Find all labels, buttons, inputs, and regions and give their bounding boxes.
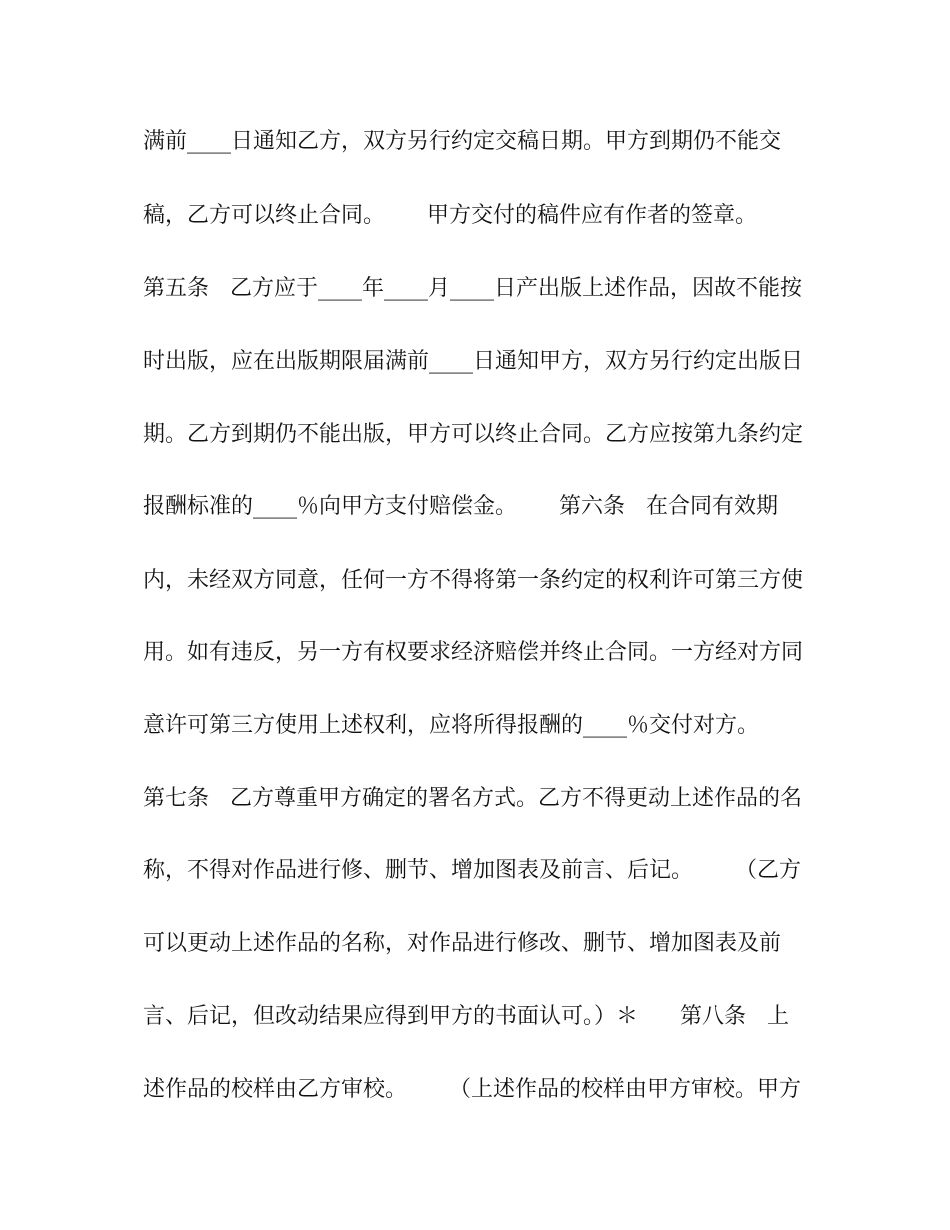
text-line: 内，未经双方同意，任何一方不得将第一条约定的权利许可第三方使 <box>143 568 804 593</box>
text-line: 称，不得对作品进行修、删节、增加图表及前言、后记。 （乙方 <box>143 858 801 883</box>
text-line: 述作品的校样由乙方审校。 （上述作品的校样由甲方审校。甲方 <box>143 1077 801 1102</box>
text-line: 意许可第三方使用上述权利，应将所得报酬的____％交付对方。 <box>143 713 760 738</box>
text-line: 报酬标准的____％向甲方支付赔偿金。 第六条 在合同有效期 <box>143 494 778 519</box>
text-line: 第七条 乙方尊重甲方确定的署名方式。乙方不得更动上述作品的名 <box>143 786 802 811</box>
text-line: 可以更动上述作品的名称，对作品进行修改、删节、增加图表及前 <box>143 931 782 956</box>
text-line: 期。乙方到期仍不能出版，甲方可以终止合同。乙方应按第九条约定 <box>143 422 804 447</box>
text-line: 第五条 乙方应于____年____月____日产出版上述作品，因故不能按 <box>143 276 802 301</box>
text-line: 用。如有违反，另一方有权要求经济赔偿并终止合同。一方经对方同 <box>143 640 804 665</box>
text-line: 言、后记，但改动结果应得到甲方的书面认可。）＊ 第八条 上 <box>143 1004 789 1029</box>
text-line: 满前____日通知乙方，双方另行约定交稿日期。甲方到期仍不能交 <box>143 129 782 154</box>
text-line: 稿，乙方可以终止合同。 甲方交付的稿件应有作者的签章。 <box>143 203 757 228</box>
text-line: 时出版，应在出版期限届满前____日通知甲方，双方另行约定出版日 <box>143 349 804 374</box>
